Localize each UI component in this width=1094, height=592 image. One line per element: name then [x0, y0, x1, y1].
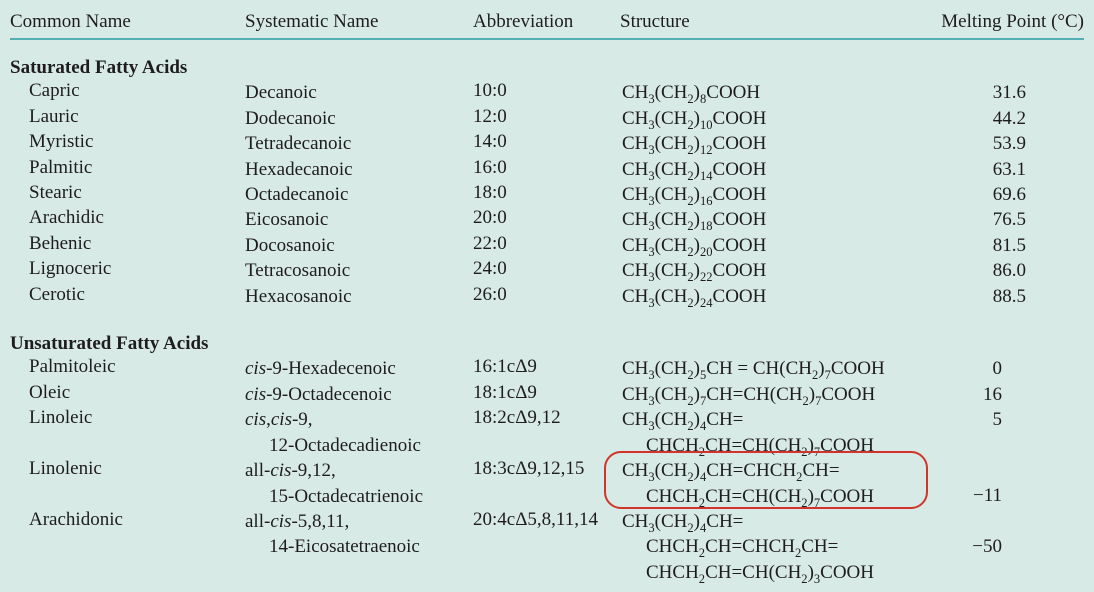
systematic-name-line: Decanoic — [245, 82, 317, 104]
table-row — [10, 131, 1084, 156]
table-row — [10, 258, 1084, 283]
structure-cell — [620, 258, 940, 283]
table-row — [10, 284, 1084, 309]
systematic-name-cell — [245, 382, 473, 407]
structure-line: $CHCH_2CH=CH(CH_2)_7COOH$ — [646, 434, 874, 459]
melting-point-cell: 31.6 — [992, 82, 1026, 104]
melting-point-cell: 16 — [983, 383, 1002, 405]
melting-point-cell: 76.5 — [992, 209, 1026, 231]
structure-line: $CH_3(CH_2)_{12}COOH$ — [622, 133, 767, 158]
structure-line: $CH_3(CH_2)_7CH=CH(CH_2)_7COOH$ — [622, 383, 876, 408]
common-name-cell: Myristic — [29, 131, 94, 153]
systematic-name-line: cis-9-Octadecenoic — [245, 383, 392, 405]
systematic-name-cell — [245, 131, 473, 156]
abbreviation-cell: 16:0 — [473, 156, 507, 178]
systematic-name-cell — [245, 258, 473, 283]
melting-point-cell: −50 — [972, 536, 1002, 558]
table-row — [10, 80, 1084, 105]
abbreviation-cell: 20:0 — [473, 207, 507, 229]
structure-line: $CH_3(CH_2)_4CH=CHCH_2CH=$ — [622, 460, 840, 484]
structure-line: $CH_3(CH_2)_{24}COOH$ — [622, 285, 767, 310]
common-name-cell: Arachidic — [29, 207, 104, 229]
abbreviation-cell: 10:0 — [473, 80, 507, 102]
systematic-name-cell — [245, 356, 473, 381]
common-name-cell: Arachidonic — [29, 508, 123, 530]
abbreviation-cell: 16:1cΔ9 — [473, 356, 537, 378]
structure-cell — [620, 106, 940, 131]
common-name-cell: Linoleic — [29, 407, 93, 429]
systematic-name-line: cis,cis-9, — [245, 409, 313, 431]
systematic-name-line: all-cis-5,8,11, — [245, 510, 350, 532]
systematic-name-line: Tetracosanoic — [245, 260, 351, 282]
structure-cell — [620, 509, 940, 585]
abbreviation-cell: 18:0 — [473, 182, 507, 204]
table-row — [10, 382, 1084, 407]
structure-cell — [620, 458, 940, 509]
structure-cell — [620, 131, 940, 156]
systematic-name-line: Eicosanoic — [245, 209, 329, 231]
melting-point-cell: 0 — [992, 358, 1002, 380]
table-row — [10, 207, 1084, 232]
systematic-name-cell — [245, 182, 473, 207]
melting-point-cell: 88.5 — [992, 285, 1026, 307]
common-name-cell: Palmitic — [29, 156, 93, 178]
table-header-row — [10, 9, 1084, 35]
systematic-name-line: Dodecanoic — [245, 107, 336, 129]
structure-cell — [620, 356, 940, 381]
common-name-cell: Cerotic — [29, 283, 85, 305]
systematic-name-line: 12-Octadecadienoic — [269, 434, 421, 456]
systematic-name-line: Docosanoic — [245, 234, 335, 256]
abbreviation-cell: 14:0 — [473, 131, 507, 153]
table-row — [10, 458, 1084, 509]
systematic-name-line: Hexacosanoic — [245, 285, 352, 307]
structure-line: $CH_3(CH_2)_{22}COOH$ — [622, 260, 767, 285]
systematic-name-cell — [245, 157, 473, 182]
common-name-cell: Lauric — [29, 105, 79, 127]
systematic-name-line: cis-9-Hexadecenoic — [245, 358, 396, 380]
structure-line: $CH_3(CH_2)_{18}COOH$ — [622, 209, 767, 234]
structure-cell — [620, 182, 940, 207]
section-unsaturated — [10, 331, 1084, 585]
abbreviation-cell: 24:0 — [473, 258, 507, 280]
melting-point-cell: −11 — [972, 485, 1002, 507]
common-name-cell: Linolenic — [29, 458, 102, 480]
structure-line: $CH_3(CH_2)_8COOH$ — [622, 82, 761, 107]
abbreviation-cell: 20:4cΔ5,8,11,14 — [473, 508, 598, 530]
systematic-name-cell — [245, 80, 473, 105]
section-saturated — [10, 55, 1084, 309]
systematic-name-line: Tetradecanoic — [245, 133, 352, 155]
systematic-name-cell — [245, 407, 473, 458]
column-header-abbreviation: Abbreviation — [473, 11, 574, 32]
structure-line: $CH_3(CH_2)_{16}COOH$ — [622, 184, 767, 208]
table-row — [10, 356, 1084, 381]
structure-cell — [620, 382, 940, 407]
section-title: Saturated Fatty Acids — [10, 57, 188, 78]
systematic-name-cell — [245, 284, 473, 309]
structure-cell — [620, 207, 940, 232]
abbreviation-cell: 26:0 — [473, 283, 507, 305]
structure-line: $CH_3(CH_2)_4CH=$ — [622, 409, 744, 434]
melting-point-cell: 81.5 — [992, 234, 1026, 256]
melting-point-cell: 63.1 — [992, 158, 1026, 180]
structure-line: $CH_3(CH_2)_{20}COOH$ — [622, 234, 767, 259]
header-rule — [10, 38, 1084, 40]
systematic-name-line: Hexadecanoic — [245, 158, 353, 180]
melting-point-cell: 5 — [992, 409, 1002, 431]
structure-line: $CH_3(CH_2)_5CH$ = $CH(CH_2)_7COOH$ — [622, 358, 885, 383]
common-name-cell: Palmitoleic — [29, 356, 116, 378]
systematic-name-cell — [245, 207, 473, 232]
column-header-systematic-name: Systematic Name — [245, 11, 379, 32]
structure-line: $CH_3(CH_2)_4CH=$ — [622, 510, 744, 535]
abbreviation-cell: 12:0 — [473, 105, 507, 127]
section-title: Unsaturated Fatty Acids — [10, 333, 209, 355]
melting-point-cell: 53.9 — [992, 133, 1026, 155]
table-row — [10, 233, 1084, 258]
common-name-cell: Behenic — [29, 232, 92, 254]
systematic-name-cell — [245, 509, 473, 585]
structure-cell — [620, 157, 940, 182]
table-row — [10, 182, 1084, 207]
common-name-cell: Capric — [29, 80, 80, 102]
common-name-cell: Lignoceric — [29, 258, 112, 280]
melting-point-cell: 86.0 — [992, 260, 1026, 282]
column-header-structure: Structure — [620, 11, 690, 32]
structure-line: $CHCH_2CH=CH(CH_2)_3COOH$ — [646, 561, 874, 586]
structure-cell — [620, 407, 940, 458]
common-name-cell: Stearic — [29, 182, 82, 204]
structure-cell — [620, 284, 940, 309]
table-row — [10, 157, 1084, 182]
melting-point-cell: 44.2 — [992, 107, 1026, 129]
table-row — [10, 407, 1084, 458]
structure-line: $CHCH_2CH=CHCH_2CH=$ — [646, 536, 839, 561]
systematic-name-cell — [245, 233, 473, 258]
section-rows — [10, 80, 1084, 309]
abbreviation-cell: 22:0 — [473, 232, 507, 254]
abbreviation-cell: 18:3cΔ9,12,15 — [473, 458, 585, 480]
systematic-name-line: 14-Eicosatetraenoic — [269, 536, 420, 558]
column-header-common-name: Common Name — [10, 11, 131, 32]
section-rows — [10, 356, 1084, 585]
abbreviation-cell: 18:1cΔ9 — [473, 381, 537, 403]
systematic-name-cell — [245, 106, 473, 131]
systematic-name-line: all-cis-9,12, — [245, 460, 336, 482]
abbreviation-cell: 18:2cΔ9,12 — [473, 407, 561, 429]
melting-point-cell: 69.6 — [992, 184, 1026, 206]
systematic-name-cell — [245, 458, 473, 509]
table-row — [10, 509, 1084, 585]
systematic-name-line: Octadecanoic — [245, 184, 349, 206]
structure-line: $CHCH_2CH=CH(CH_2)_7COOH$ — [646, 485, 874, 510]
structure-cell — [620, 233, 940, 258]
table-row — [10, 106, 1084, 131]
structure-cell — [620, 80, 940, 105]
structure-line: $CH_3(CH_2)_{14}COOH$ — [622, 158, 767, 183]
structure-line: $CH_3(CH_2)_{10}COOH$ — [622, 107, 767, 132]
systematic-name-line: 15-Octadecatrienoic — [269, 485, 424, 507]
column-header-melting-point: Melting Point (°C) — [941, 11, 1084, 32]
common-name-cell: Oleic — [29, 381, 71, 403]
